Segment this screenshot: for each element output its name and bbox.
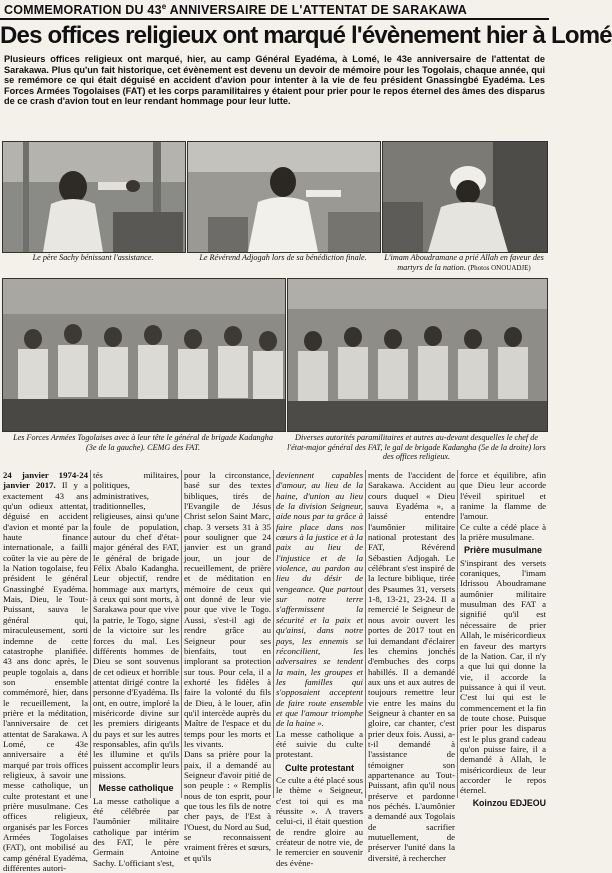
subhead-messe-catholique: Messe catholique <box>98 783 174 794</box>
article-column-2: tés militaires, politiques, administratives, traditionnelles, religieuses, ainsi qu'une foule de population, autour du chef d'état-major général des FAT, le général de brigade Félix Abalo Kadangha. Leur objectif, rendre hommage aux martyrs, à ceux qui sont morts, à Sarakawa pour que vive la patrie, le Togo, signe de la victoire sur les forces du mal. Les différents hommes de Dieu se sont souvenus de cet odieux et horrible attentat dirigé contre la personne d'Eyadéma. Ils ont, en outre, imploré la miséricorde divine sur les premiers dirigeants du pays et sur les autres responsables, afin qu'ils les illumine et qu'ils puissent accomplir leurs missions. Messe catholique La messe catholique a été célébrée par l'aumônier militaire catholique par intérim des FAT, le père Germain Antoine Sachy. L'officiant s'est, <box>93 470 179 868</box>
caption-photo-1: Le père Sachy bénissant l'assistance. <box>32 253 154 262</box>
header-rule <box>0 18 549 20</box>
article-column-1: 24 janvier 1974-24 janvier 2017. Il y a exactement 43 ans qu'un odieux attentat, déguisé en accident d'avion et monté par la haute finance internationale, a failli coûter la vie au père de la Nation togolaise, feu président le général Gnassingbé Eyadéma. Mais, Dieu, le Tout-Puissant, sauva le général qui, miraculeusement, sorti indemne de cette catastrophe planifiée. 43 ans donc après, le peuple togolais a, dans son ensemble commémoré, hier, dans le recueillement, la prière et la méditation, l'anniversaire de cet attentat de Sarakawa. A Lomé, ce 43e anniversaire a été marqué par trois offices religieux, à savoir une messe catholique, un culte protestant et une prière musulmane. Ces offices religieux, organisés par les Forces Armées Togolaises (FAT), ont mobilisé au camp général Eyadéma, différentes autori- <box>3 470 88 873</box>
headline: Des offices religieux ont marqué l'évènement hier à Lomé <box>0 22 612 49</box>
caption-photo-4: Les Forces Armées Togolaises avec à leur tête le général de brigade Kadangha (3e de la gauche). CEMG des FAT. <box>13 433 273 452</box>
column-divider <box>273 470 274 798</box>
photo-imam-aboudramane <box>382 141 548 253</box>
author-signature: Koinzou EDJEOU <box>472 797 546 808</box>
photo-autorites-paramilitaires <box>287 278 548 432</box>
column-divider <box>181 470 182 798</box>
caption-photo-2: Le Révérend Adjogah lors de sa bénédiction finale. <box>199 253 367 262</box>
lead-paragraph: Plusieurs offices religieux ont marqué, hier, au camp Général Eyadéma, à Lomé, le 43e anniversaire de l'attentat de Sarakawa. Plus qu'un fait historique, cet évènement est devenu un devoir de mémoire pour les Togolais, chaque année, qui se remémore ce qui était déguisé en accident d'avion pour intenter à la vie de feu président Gnassingbé Eyadéma. Les Forces Armées Togolaises (FAT) et les corps paramilitaires y étaient pour prier pour le repos éternel des âmes des disparus de ce crash d'avion tout en leur rendant hommage pour leur lutte. <box>4 54 545 107</box>
article-column-3: pour la circonstance, basé sur des textes bibliques, tirés de l'Evangile de Jésus Christ selon Saint Marc, chap. 3 versets 31 à 35 pour souligner que 24 janvier est un grand jour, un jour de recueillement, de prière et de méditation en mémoire de ceux qui ont donné de leur vie pour que vive le Togo. Aussi, s'est-il agi de rendre grâce au Seigneur pour ses bienfaits, tout en implorant sa protection sur tous. Pour cela, il a exhorté les fidèles à faire la volonté du fils de Dieu, à le louer, afin qu'il intercède auprès du Maître de l'espace et du temps pour les morts et les vivants. Dans sa prière pour la paix, il a demandé au Seigneur d'avoir pitié de son peuple : « Remplis nous de ton esprit, pour que tous les fils de notre cher pays, de l'Est à l'Ouest, du Nord au Sud, se reconnaissent vraiment frères et sœurs, et qu'ils <box>184 470 271 863</box>
caption-photo-3: L'imam Aboudramane a prié Allah en faveur des martyrs de la nation. (Photos ONOUADJE) <box>384 253 544 272</box>
column-divider <box>90 470 91 798</box>
photo-pere-sachy <box>2 141 186 253</box>
column-divider <box>457 470 458 798</box>
subhead-priere-musulmane: Prière musulmane <box>463 545 543 556</box>
article-column-4: deviennent capables d'amour, au lieu de la haine, d'union au lieu de la division Seigneur, aide nous par ta grâce à faire place dans nos cœurs à la justice et à la paix au lieu de l'injustice et de la violence, au pardon au lieu du désir de vengeance. Que partout sur notre terre s'affermissent la sécurité et la paix et qu'ainsi, dans notre pays, les ennemis se réconcilient, les adversaires se tendent la main, les groupes et les familles qui s'opposaient acceptent de faire route ensemble et que l'amour triomphe de la haine ». La messe catholique a été suivie du culte protestant. Culte protestant Ce culte a été placé sous le thème « Seigneur, c'est toi qui es ma réussite ». A travers celui-ci, il était question de rendre gloire au créateur de notre vie, de le remercier en souvenir des évène- <box>276 470 363 868</box>
section-kicker: COMMEMORATION DU 43e ANNIVERSAIRE DE L'ATTENTAT DE SARAKAWA <box>4 2 467 18</box>
photo-reverend-adjogah <box>187 141 381 253</box>
article-column-6: force et équilibre, afin que Dieu leur accorde l'éveil spirituel et ranime la flamme de l'amour. Ce culte a cédé place à la prière musulmane. Prière musulmane S'inspirant des versets coraniques, l'imam Idrissou Aboudramane aumônier militaire musulman des FAT a signifié qu'il est nécessaire de prier Allah, le miséricordieux en faveur des martyrs de la Nation. Car, il n'y a que lui qui donne la vie, il accorde la puissance à qui il veut. C'est lui qui est le commencement et la fin de toute chose. Puisque prier pour les disparus est le plus grand cadeau qu'on puisse faire, il a demandé à Allah, le miséricordieux de leur accorder le repos éternel. Koinzou EDJEOU <box>460 470 546 808</box>
column-divider <box>365 470 366 798</box>
article-column-5: ments de l'accident de Sarakawa. Accident au cours duquel « Dieu sauva Eyadéma », a laissé entendre l'aumônier militaire national protestant des FAT, Révérend Sébastien Adjogah. Le célébrant s'est inspiré de la lecture biblique, tirée des Psaumes 31, versets 1-8, 13-21, 23-24. Il a remercié le Seigneur de nous avoir ouvert les portes de 2017 tout en lui demandant d'éclairer les chemins jonchés d'embuches des corps habillés. Il a demandé aux uns et aux autres de toujours remettre leur vie entre les mains du Seigneur à chanter en sa gloire, car chanter, c'est prier deux fois. Aussi, a-t-il demandé à l'assistance de témoigner son appartenance au Tout-Puissant, afin qu'il nous préserve et pardonne nos péchés. L'aumônier a demandé aux Togolais de sacrifier mutuellement, de préserver l'unité dans la diversité, à rechercher <box>368 470 455 863</box>
subhead-culte-protestant: Culte protestant <box>284 762 354 773</box>
caption-photo-5: Diverses autorités paramilitaires et autres au-devant desquelles le chef de l'état-major général des FAT, le gal de brigade Kadangha (5e de la droite) lors des offices religieux. <box>287 433 546 461</box>
photo-forces-armees <box>2 278 286 432</box>
